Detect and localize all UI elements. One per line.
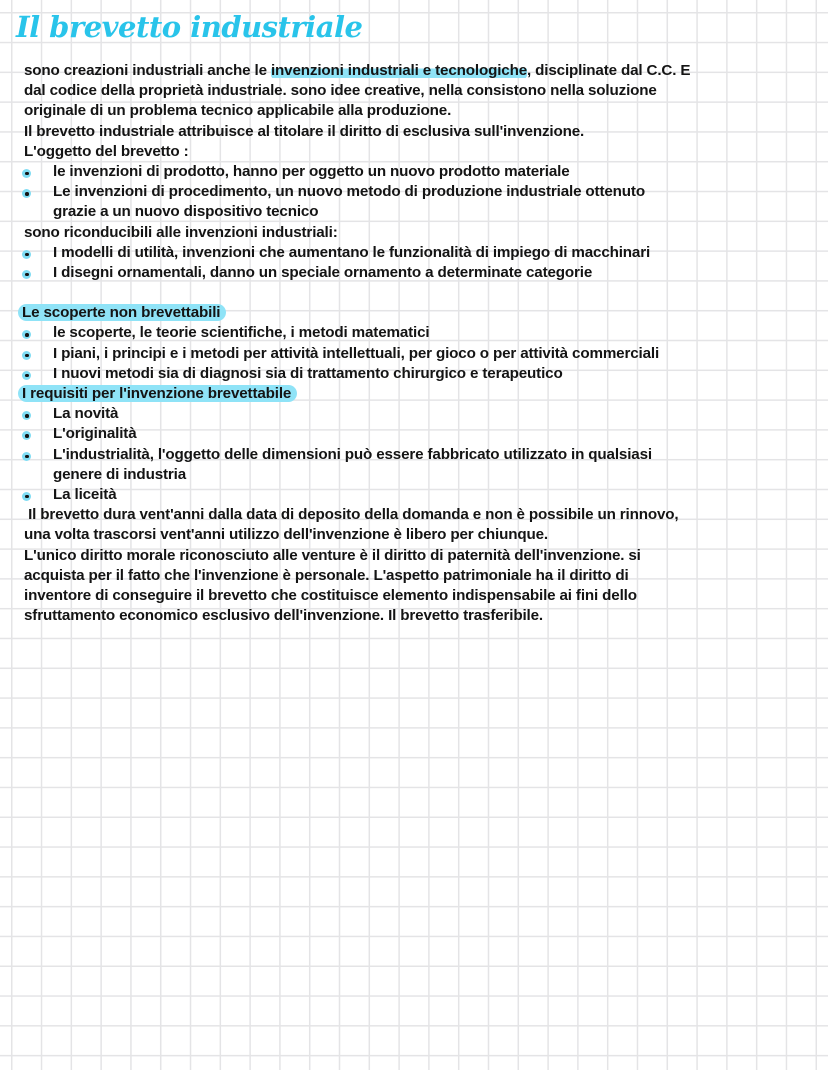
intro-line: dal codice della proprietà industriale. sono idee creative, nella consistono nella soluzione: [24, 82, 657, 100]
requisiti-list: [24, 404, 814, 505]
list-item-text: I modelli di utilità, invenzioni che aumentano le funzionalità di impiego di macchinari: [53, 243, 651, 261]
list-item: [24, 424, 814, 444]
paragraph-line: una volta trascorsi vent'anni utilizzo dell'invenzione è libero per chiunque.: [24, 526, 548, 544]
section-label-oggetto: L'oggetto del brevetto :: [24, 142, 189, 160]
list-item-text: le scoperte, le teorie scientifiche, i metodi matematici: [53, 324, 430, 342]
list-item: [24, 323, 814, 343]
bullet-icon: [22, 411, 31, 420]
list-item: [24, 344, 814, 364]
list-item: [24, 445, 814, 465]
bullet-icon: [22, 431, 31, 440]
list-item-text: La novità: [53, 405, 119, 423]
section-label-riconducibili: sono riconducibili alle invenzioni industriali:: [24, 223, 338, 241]
list-item: [24, 485, 814, 505]
intro-line: [24, 61, 814, 81]
bullet-icon: [22, 270, 31, 279]
paragraph-line: acquista per il fatto che l'invenzione è personale. L'aspetto patrimoniale ha il diritto di: [24, 566, 629, 584]
riconducibili-list: [24, 243, 814, 283]
highlighted-heading: I requisiti per l'invenzione brevettabile: [18, 385, 297, 402]
list-item-text: Le invenzioni di procedimento, un nuovo metodo di produzione industriale ottenuto: [53, 183, 645, 201]
page-title: Il brevetto industriale: [16, 10, 363, 44]
list-item-text: L'industrialità, l'oggetto delle dimensioni può essere fabbricato utilizzato in qualsiasi: [53, 445, 652, 463]
list-item: [24, 364, 814, 384]
paragraph-line: L'unico diritto morale riconosciuto alle venture è il diritto di paternità dell'invenzione. si: [24, 546, 641, 564]
list-item-text: I disegni ornamentali, danno un speciale ornamento a determinate categorie: [53, 263, 593, 281]
list-item-text: I nuovi metodi sia di diagnosi sia di trattamento chirurgico e terapeutico: [53, 364, 563, 382]
section-heading-requisiti: [24, 384, 814, 404]
section-heading-non-brevettabili: [24, 303, 814, 323]
list-item: [24, 263, 814, 283]
bullet-icon: [22, 189, 31, 198]
paragraph-line: sfruttamento economico esclusivo dell'invenzione. Il brevetto trasferibile.: [24, 607, 543, 625]
highlighted-text: invenzioni industriali e tecnologiche: [270, 62, 528, 79]
list-item: [24, 182, 814, 202]
bullet-icon: [22, 371, 31, 380]
highlighted-heading: Le scoperte non brevettabili: [18, 304, 226, 321]
paragraph-line: Il brevetto dura vent'anni dalla data di deposito della domanda e non è possibile un rinnovo,: [24, 506, 679, 524]
bullet-icon: [22, 169, 31, 178]
list-item-text: L'originalità: [53, 425, 137, 443]
list-item: [24, 243, 814, 263]
bullet-icon: [22, 452, 31, 461]
note-body: [24, 61, 814, 626]
oggetto-list: [24, 162, 814, 223]
bullet-icon: [22, 351, 31, 360]
intro-text: , disciplinate dal C.C. E: [527, 62, 691, 79]
bullet-icon: [22, 330, 31, 339]
intro-line: originale di un problema tecnico applicabile alla produzione.: [24, 102, 452, 120]
list-item-text: I piani, i principi e i metodi per attività intellettuali, per gioco o per attività commerciali: [53, 344, 660, 362]
list-item-continuation: genere di industria: [53, 465, 187, 483]
paragraph-line: inventore di conseguire il brevetto che costituisce elemento indispensabile ai fini dello: [24, 586, 637, 604]
closing-paragraph: [24, 505, 814, 626]
bullet-icon: [22, 492, 31, 501]
intro-line: Il brevetto industriale attribuisce al titolare il diritto di esclusiva sull'invenzione.: [24, 122, 585, 140]
list-item: [24, 162, 814, 182]
intro-text: sono creazioni industriali anche le: [24, 62, 271, 79]
list-item-text: le invenzioni di prodotto, hanno per oggetto un nuovo prodotto materiale: [53, 162, 570, 180]
bullet-icon: [22, 250, 31, 259]
non-brevettabili-list: [24, 323, 814, 384]
spacer: [24, 283, 814, 303]
list-item: [24, 404, 814, 424]
list-item-text: La liceità: [53, 485, 117, 503]
list-item-continuation: grazie a un nuovo dispositivo tecnico: [53, 203, 319, 221]
